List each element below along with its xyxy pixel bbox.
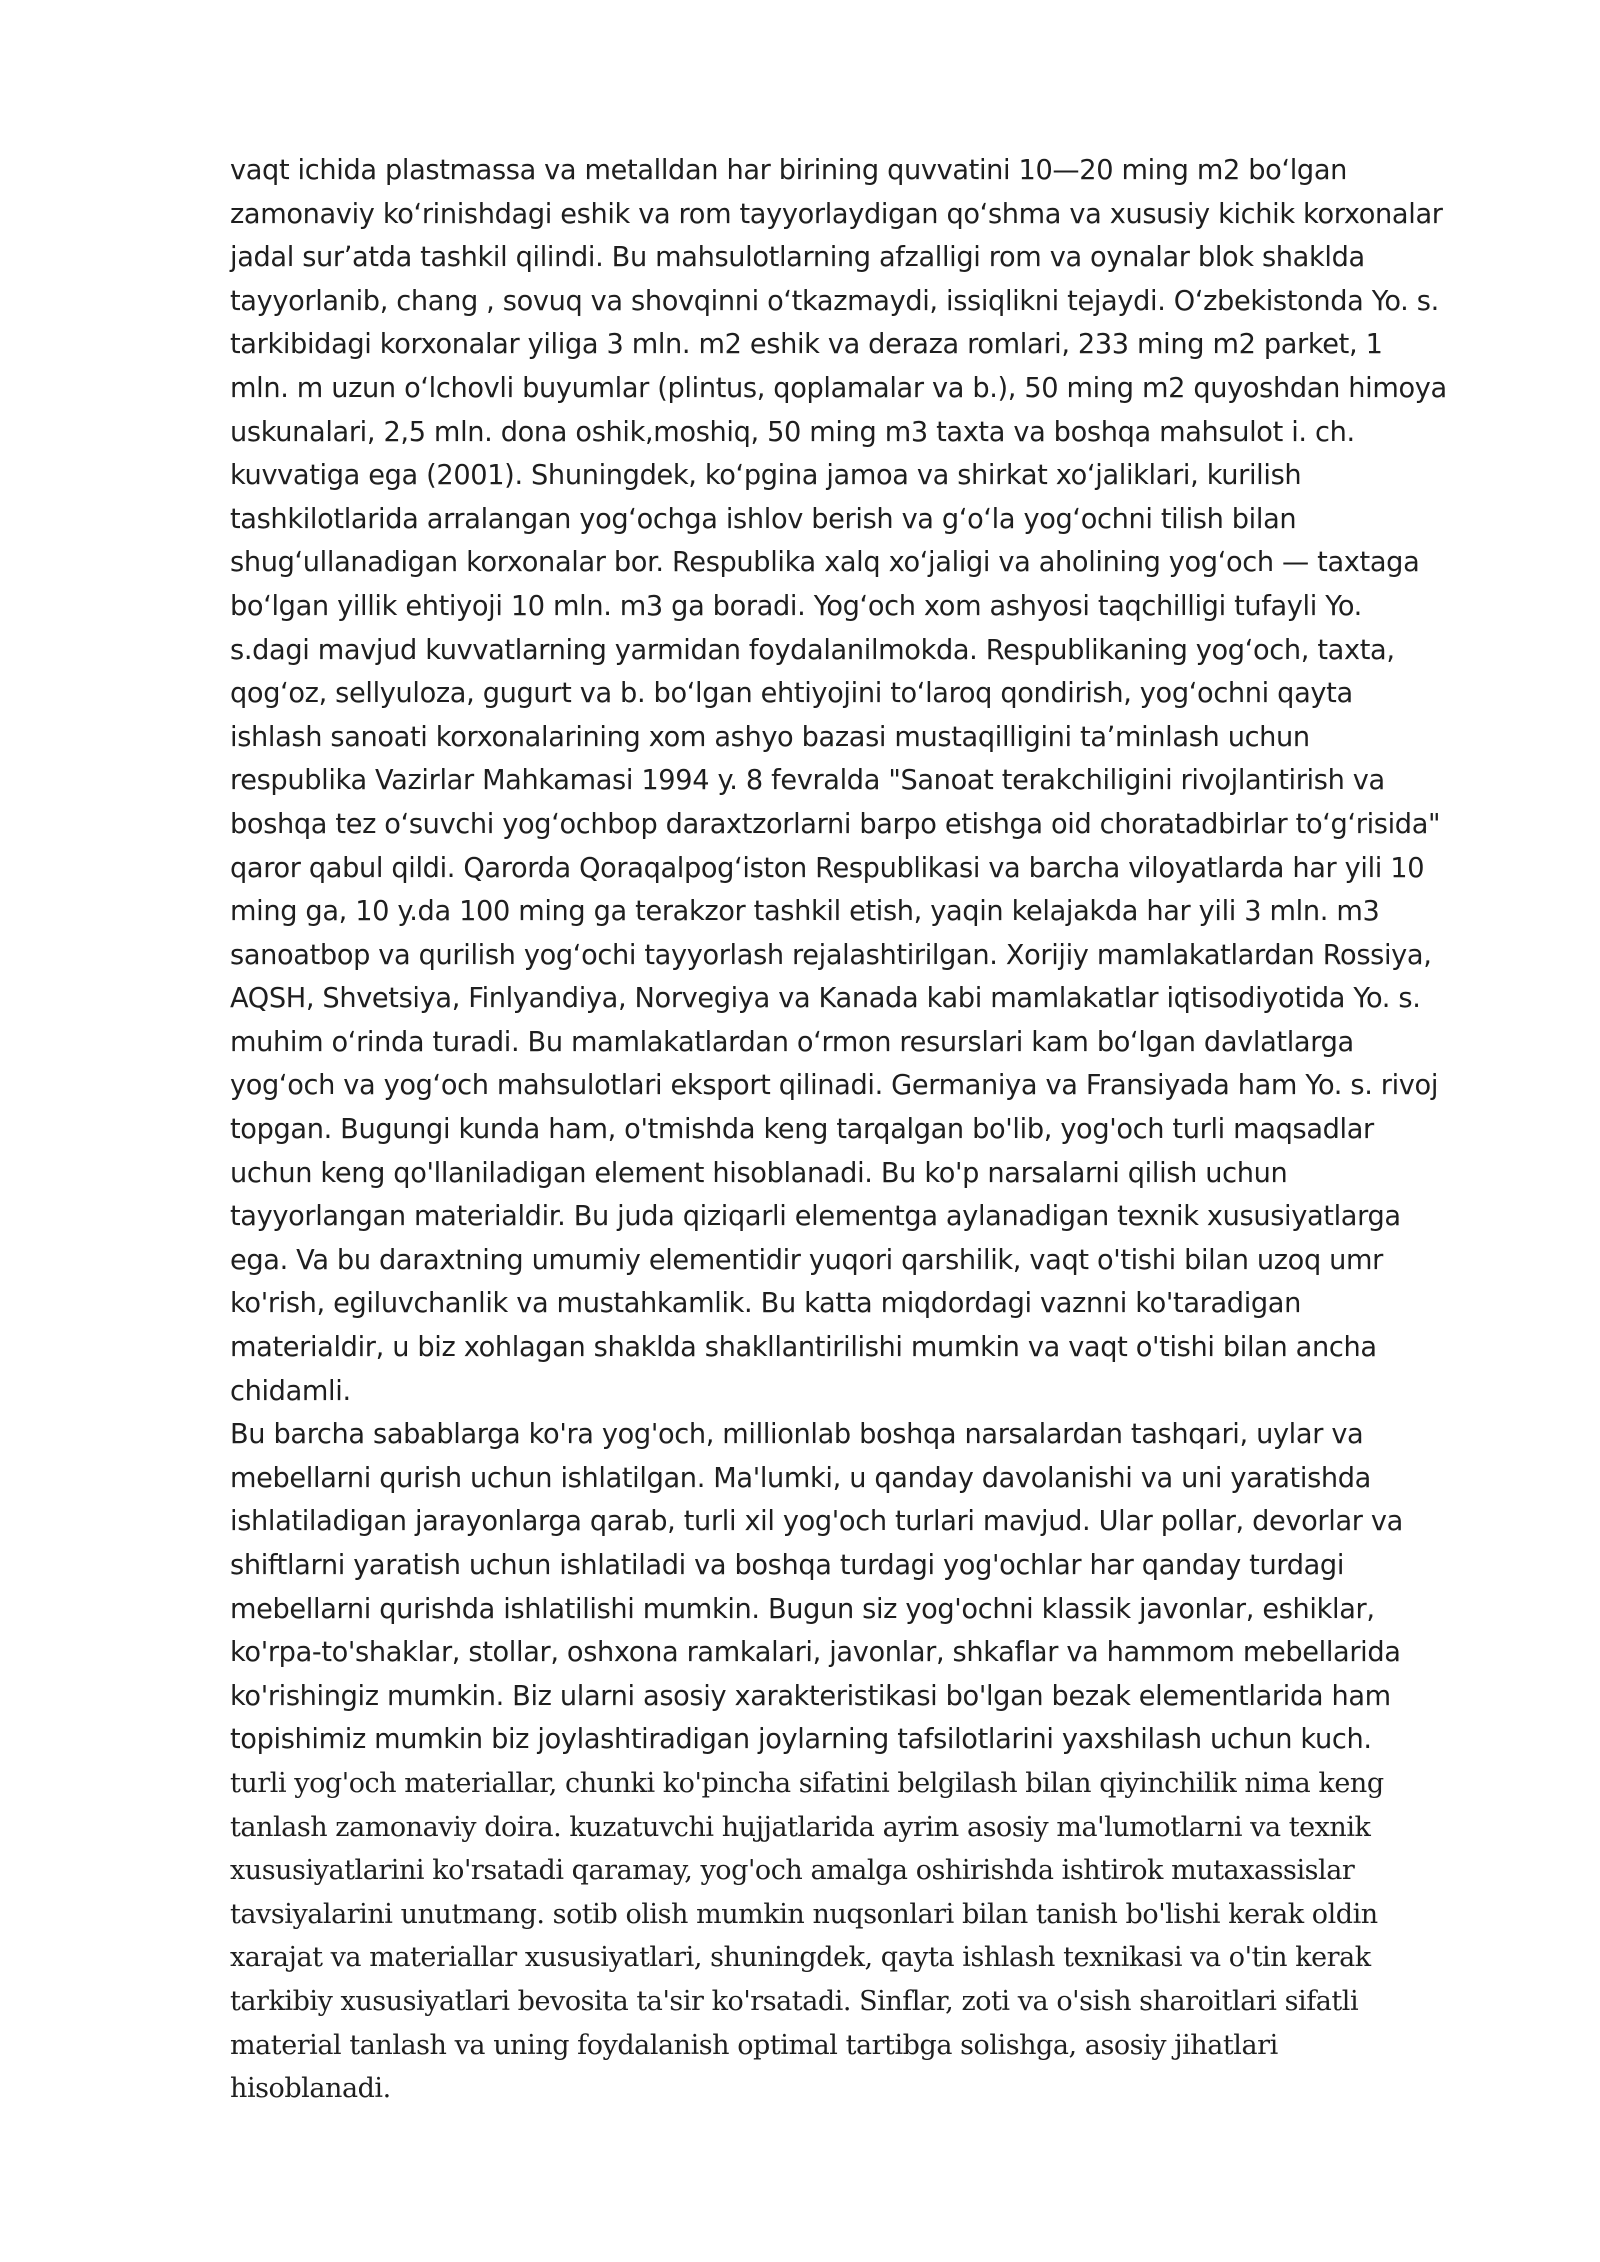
text-line: vaqt ichida plastmassa va metalldan har birining quvvatini 10—20 ming m2 boʻlgan [230, 155, 1348, 186]
text-line: uchun keng qo'llaniladigan element hisoblanadi. Bu ko'p narsalarni qilish uchun [230, 1157, 1288, 1189]
text-line: ko'rishingiz mumkin. Biz ularni asosiy xarakteristikasi bo'lgan bezak elementlarida ham [230, 1680, 1391, 1712]
text-line: ishlatiladigan jarayonlarga qarab, turli xil yog'och turlari mavjud. Ular pollar, devorlar va [230, 1506, 1403, 1538]
text-line: ko'rish, egiluvchanlik va mustahkamlik. Bu katta miqdordagi vaznni ko'taradigan [230, 1288, 1302, 1320]
text-line: xarajat va materiallar xususiyatlari, shuningdek, qayta ishlash texnikasi va o'tin kerak [230, 1942, 1371, 1974]
text-line: shugʻullanadigan korxonalar bor. Respublika xalq xoʻjaligi va aholining yogʻoch — taxtaga [230, 547, 1420, 579]
text-line: boshqa tez oʻsuvchi yogʻochbop daraxtzorlarni barpo etishga oid choratadbirlar toʻgʻrisida" [230, 808, 1441, 840]
text-line: qogʻoz, sellyuloza, gugurt va b. boʻlgan ehtiyojini toʻlaroq qondirish, yogʻochni qayta [230, 678, 1353, 710]
text-line: tashkilotlarida arralangan yogʻochga ishlov berish va gʻoʻla yogʻochni tilish bilan [230, 503, 1297, 535]
text-line: respublika Vazirlar Mahkamasi 1994 y. 8 fevralda "Sanoat terakchiligini rivojlantirish va [230, 765, 1385, 797]
text-line: topgan. Bugungi kunda ham, o'tmishda keng tarqalgan bo'lib, yog'och turli maqsadlar [230, 1114, 1374, 1146]
text-line: tayyorlanib, chang , sovuq va shovqinni oʻtkazmaydi, issiqlikni tejaydi. Oʻzbekistonda Yo. s. [230, 285, 1439, 317]
text-line: shiftlarni yaratish uchun ishlatiladi va boshqa turdagi yog'ochlar har qanday turdagi [230, 1550, 1345, 1581]
text-line: chidamli. [230, 1375, 351, 1407]
paragraph-sans [230, 149, 1520, 1762]
text-line: jadal surʼatda tashkil qilindi. Bu mahsulotlarning afzalligi rom va oynalar blok shaklda [230, 242, 1365, 274]
text-line: Bu barcha sabablarga ko'ra yog'och, millionlab boshqa narsalardan tashqari, uylar va [230, 1419, 1364, 1451]
text-line: topishimiz mumkin biz joylashtiradigan joylarning tafsilotlarini yaxshilash uchun kuch. [230, 1724, 1372, 1756]
text-line: mebellarni qurish uchun ishlatilgan. Ma'lumki, u qanday davolanishi va uni yaratishda [230, 1462, 1371, 1494]
text-line: kuvvatiga ega (2001). Shuningdek, koʻpgina jamoa va shirkat xoʻjaliklari, kurilish [230, 460, 1302, 492]
text-line: mln. m uzun oʻlchovli buyumlar (plintus, qoplamalar va b.), 50 ming m2 quyoshdan himoya [230, 372, 1447, 404]
text-line: tarkibidagi korxonalar yiliga 3 mln. m2 eshik va deraza romlari, 233 ming m2 parket, 1 [230, 329, 1383, 361]
paragraph-serif [230, 1762, 1520, 2111]
text-line: s.dagi mavjud kuvvatlarning yarmidan foydalanilmokda. Respublikaning yogʻoch, taxta, [230, 634, 1395, 666]
text-line: mebellarni qurishda ishlatilishi mumkin. Bugun siz yog'ochni klassik javonlar, eshiklar, [230, 1593, 1375, 1625]
text-line: ming ga, 10 y.da 100 ming ga terakzor tashkil etish, yaqin kelajakda har yili 3 mln. m3 [230, 896, 1380, 928]
text-line: tavsiyalarini unutmang. sotib olish mumkin nuqsonlari bilan tanish bo'lishi kerak oldin [230, 1898, 1378, 1930]
text-line: sanoatbop va qurilish yogʻochi tayyorlash rejalashtirilgan. Xorijiy mamlakatlardan Rossiya, [230, 939, 1432, 971]
text-line: yogʻoch va yogʻoch mahsulotlari eksport qilinadi. Germaniya va Fransiyada ham Yo. s. rivoj [230, 1070, 1439, 1102]
text-line: boʻlgan yillik ehtiyoji 10 mln. m3 ga boradi. Yogʻoch xom ashyosi taqchilligi tufayli Yo. [230, 590, 1362, 622]
text-line: tarkibiy xususiyatlari bevosita ta'sir ko'rsatadi. Sinflar, zoti va o'sish sharoitlari sifatli [230, 1985, 1359, 2017]
text-line: ishlash sanoati korxonalarining xom ashyo bazasi mustaqilligini taʼminlash uchun [230, 721, 1310, 753]
text-line: ega. Va bu daraxtning umumiy elementidir yuqori qarshilik, vaqt o'tishi bilan uzoq umr [230, 1244, 1383, 1276]
text-line: hisoblanadi. [230, 2073, 391, 2105]
text-line: ko'rpa-to'shaklar, stollar, oshxona ramkalari, javonlar, shkaflar va hammom mebellarida [230, 1637, 1401, 1669]
text-line: turli yog'och materiallar, chunki ko'pincha sifatini belgilash bilan qiyinchilik nima keng [230, 1768, 1384, 1799]
text-line: zamonaviy koʻrinishdagi eshik va rom tayyorlaydigan qoʻshma va xususiy kichik korxonalar [230, 198, 1443, 230]
text-line: materialdir, u biz xohlagan shaklda shakllantirilishi mumkin va vaqt o'tishi bilan ancha [230, 1332, 1377, 1364]
text-line: material tanlash va uning foydalanish optimal tartibga solishga, asosiy jihatlari [230, 2029, 1278, 2061]
text-line: qaror qabul qildi. Qarorda Qoraqalpogʻiston Respublikasi va barcha viloyatlarda har yili 10 [230, 852, 1425, 884]
text-line: uskunalari, 2,5 mln. dona oshik,moshiq, 50 ming m3 taxta va boshqa mahsulot i. ch. [230, 416, 1355, 448]
text-line: xususiyatlarini ko'rsatadi qaramay, yog'och amalga oshirishda ishtirok mutaxassislar [230, 1855, 1355, 1887]
text-line: tayyorlangan materialdir. Bu juda qiziqarli elementga aylanadigan texnik xususiyatlarga [230, 1201, 1401, 1233]
text-line: muhim oʻrinda turadi. Bu mamlakatlardan oʻrmon resurslari kam boʻlgan davlatlarga [230, 1026, 1354, 1058]
text-line: tanlash zamonaviy doira. kuzatuvchi hujjatlarida ayrim asosiy ma'lumotlarni va texnik [230, 1811, 1371, 1843]
text-line: AQSH, Shvetsiya, Finlyandiya, Norvegiya va Kanada kabi mamlakatlar iqtisodiyotida Yo. s. [230, 983, 1421, 1015]
